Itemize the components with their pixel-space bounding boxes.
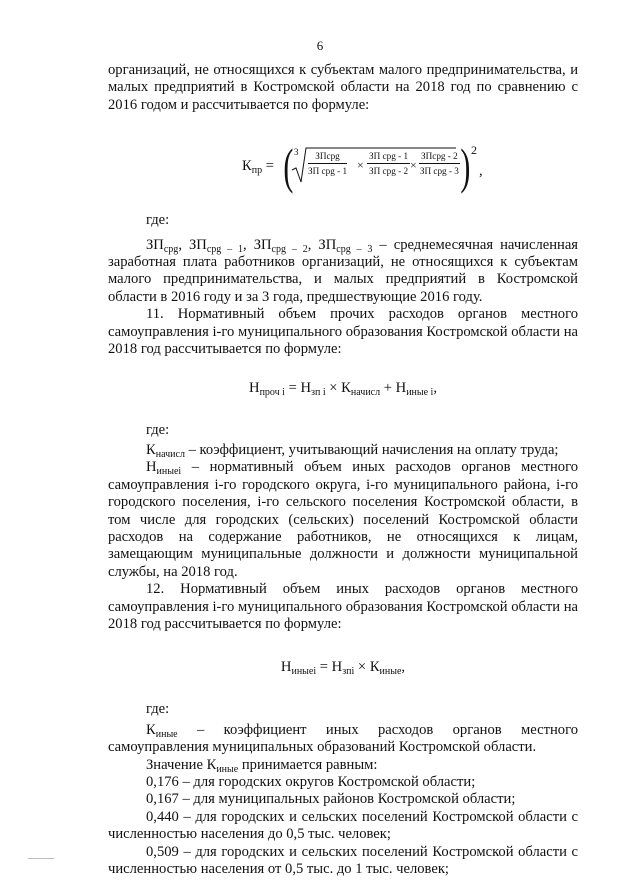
paragraph-12: 12. Нормативный объем иных расходов органов местного самоуправления i-го муниципального образования Костромской области на 2018 год рассчитывается по формуле: [108,581,578,632]
value-item: 0,509 – для городских и сельских поселений Костромской области с численностью населения от 0,5 тыс. до 1 тыс. человек; [108,843,578,877]
value-item: 0,440 – для городских и сельских поселений Костромской области с численностью населения до 0,5 тыс. человек; [108,808,578,843]
k-nachisl-definition: $К_{начисл}$ – коэффициент, учитывающий начисления на оплату труда; [146,441,559,460]
times-sign: × [410,158,417,173]
root-index: 3 [294,147,299,158]
value-item: 0,167 – для муниципальных районов Костромской области; [146,791,516,808]
fraction-2: ЗП срg - 1 ЗП срg - 2 [369,151,409,177]
intro-paragraph: организаций, не относящихся к субъектам малого предпринимательства, и малых предприятий в Костромской области на 2018 год по сравнению с 2016 годом и рассчитывается по формуле: [108,62,578,113]
formula-comma: , [479,163,483,180]
formula-n-proch: $Н_{проч i} = Н_{зп i} \times К_{начисл} + Н_{иные i}$, [249,380,437,399]
exponent: 2 [471,143,477,158]
value-item: 0,176 – для городских округов Костромской области; [146,773,476,790]
right-paren: ) [460,138,471,195]
times-sign: × [357,158,364,173]
k-inye-definition: $К_{иные}$ – коэффициент иных расходов органов местного самоуправления муниципальных образований Костромской области. [108,721,578,756]
where-label: где: [146,701,170,718]
n-inye-definition: $Н_{иныеi}$ – нормативный объем иных расходов органов местного самоуправления i-го городского округа, i-го муниципального района, i-го городского поселения, i-го сельского поселения Костромской области, в том числе для городских (сельских) поселений Костромской области расходов на содержание работников, не относящихся к лицам, замещающим муниципальные должности и должности муниципальной службы, на 2018 год. [108,459,578,580]
document-body [108,62,578,878]
formula-k-pr [108,140,578,198]
left-paren: ( [283,138,294,195]
page-number: 6 [316,38,324,53]
fraction-3: ЗПсрg - 2 ЗП срg - 3 [419,151,459,177]
where-label: где: [146,422,170,439]
formula-k-pr-lhs: $К_{пр}$ = [242,158,274,177]
paragraph-11: 11. Нормативный объем прочих расходов органов местного самоуправления i-го муниципального образования Костромской области на 2018 год рассчитывается по формуле: [108,306,578,358]
value-intro: Значение $К_{иные}$ принимается равным: [146,756,378,775]
zp-definition: $ЗП_{срg}$, $ЗП_{срg - 1}$, $ЗП_{срg - 2}$, $ЗП_{срg - 3}$ – среднемесячная начисленная заработная плата работников организаций, не относящихся к субъектам малого предпринимательства, и малых предприятий в Костромской области в 2016 году и за 3 года, предшествующие 2016 году. [108,236,579,305]
formula-n-inye: $Н_{иныеi} = Н_{зпi} \times К_{иные}$, [280,659,406,678]
where-label: где: [146,212,170,229]
footer-mark [28,858,54,859]
fraction-1: ЗПсрg ЗП срg - 1 [308,151,348,177]
